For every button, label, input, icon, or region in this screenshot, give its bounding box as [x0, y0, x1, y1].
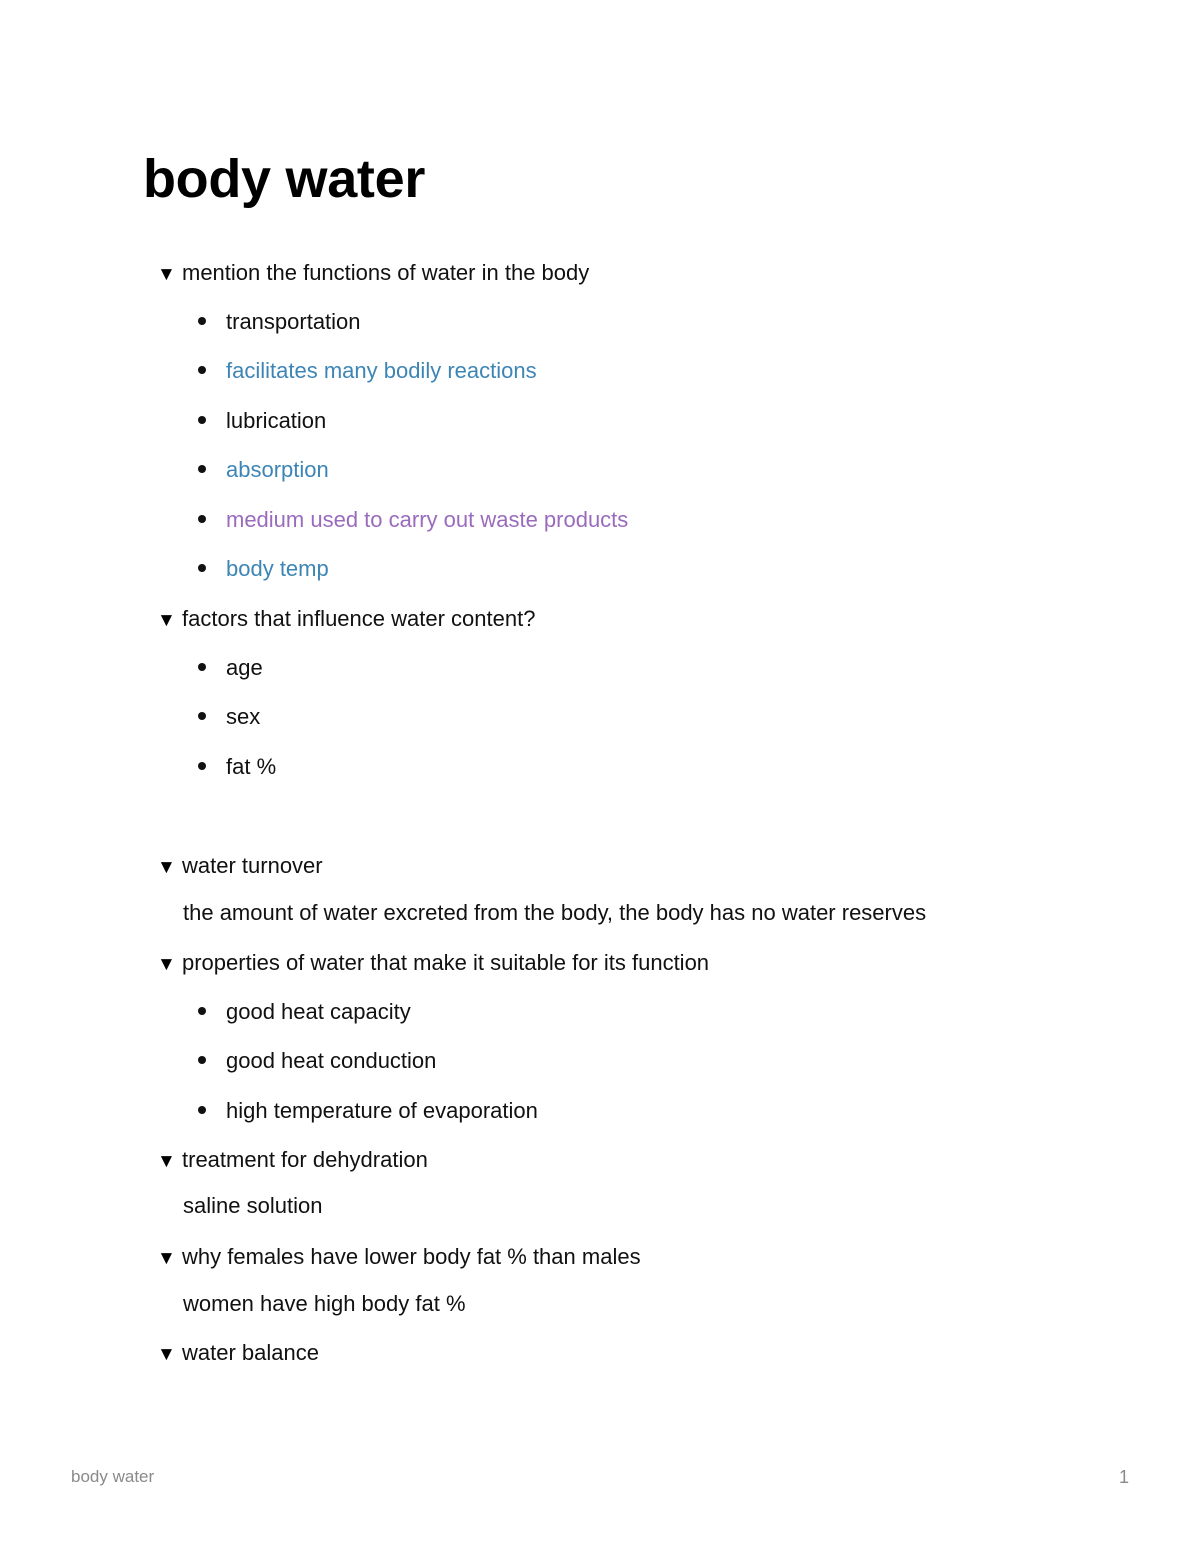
list-item-text: good heat conduction	[226, 1048, 437, 1073]
list-item	[198, 653, 263, 683]
page-title: body water	[143, 149, 426, 209]
list-item-text: medium used to carry out waste products	[226, 507, 629, 532]
triangle-down-icon[interactable]: ▼	[157, 1151, 176, 1172]
triangle-down-icon[interactable]: ▼	[157, 264, 176, 285]
bullet-dot-icon	[198, 317, 206, 325]
toggle-factors-water-content[interactable]	[157, 604, 535, 636]
toggle-water-turnover[interactable]	[157, 851, 323, 883]
toggle-heading: properties of water that make it suitable for its function	[182, 950, 710, 975]
list-item-text: facilitates many bodily reactions	[226, 358, 537, 383]
toggle-heading: why females have lower body fat % than males	[182, 1244, 641, 1269]
list-item	[198, 307, 361, 337]
toggle-females-body-fat[interactable]	[157, 1242, 641, 1274]
list-item	[198, 1096, 538, 1126]
list-item	[198, 455, 329, 485]
bullet-dot-icon	[198, 465, 206, 473]
footer-title: body water	[71, 1467, 155, 1486]
list-item	[198, 406, 326, 436]
toggle-heading: water turnover	[182, 853, 323, 878]
list-item	[198, 1046, 436, 1076]
page-number: 1	[1118, 1467, 1129, 1487]
triangle-down-icon[interactable]: ▼	[157, 857, 176, 878]
list-item-text: sex	[226, 704, 261, 729]
toggle-body-text: the amount of water excreted from the body, the body has no water reserves	[183, 900, 927, 925]
bullet-dot-icon	[198, 366, 206, 374]
triangle-down-icon[interactable]: ▼	[157, 610, 176, 631]
list-item-text: body temp	[226, 556, 329, 581]
bullet-dot-icon	[198, 564, 206, 572]
triangle-down-icon[interactable]: ▼	[157, 1248, 176, 1269]
triangle-down-icon[interactable]: ▼	[157, 1344, 176, 1365]
toggle-heading: factors that influence water content?	[182, 606, 536, 631]
bullet-dot-icon	[198, 1106, 206, 1114]
bullet-dot-icon	[198, 1056, 206, 1064]
toggle-body-text: women have high body fat %	[183, 1291, 466, 1316]
list-item-text: good heat capacity	[226, 999, 411, 1024]
list-item	[198, 702, 260, 732]
bullet-dot-icon	[198, 762, 206, 770]
list-item-text: transportation	[226, 309, 361, 334]
bullet-dot-icon	[198, 712, 206, 720]
toggle-heading: water balance	[182, 1340, 319, 1365]
list-item-text: lubrication	[226, 408, 327, 433]
list-item	[198, 505, 628, 535]
toggle-heading: treatment for dehydration	[182, 1147, 428, 1172]
list-item-text: age	[226, 655, 263, 680]
toggle-heading: mention the functions of water in the body	[182, 260, 590, 285]
bullet-dot-icon	[198, 416, 206, 424]
bullet-dot-icon	[198, 515, 206, 523]
toggle-body-text: saline solution	[183, 1193, 323, 1218]
list-item	[198, 997, 411, 1027]
list-item-text: fat %	[226, 754, 277, 779]
toggle-functions-of-water[interactable]	[157, 258, 589, 290]
bullet-dot-icon	[198, 663, 206, 671]
list-item-text: absorption	[226, 457, 329, 482]
toggle-properties-of-water[interactable]	[157, 948, 709, 980]
list-item	[198, 752, 276, 782]
bullet-dot-icon	[198, 1007, 206, 1015]
toggle-treatment-dehydration[interactable]	[157, 1145, 428, 1177]
list-item-text: high temperature of evaporation	[226, 1098, 538, 1123]
list-item	[198, 554, 329, 584]
triangle-down-icon[interactable]: ▼	[157, 954, 176, 975]
list-item	[198, 356, 537, 386]
toggle-water-balance[interactable]	[157, 1338, 319, 1370]
